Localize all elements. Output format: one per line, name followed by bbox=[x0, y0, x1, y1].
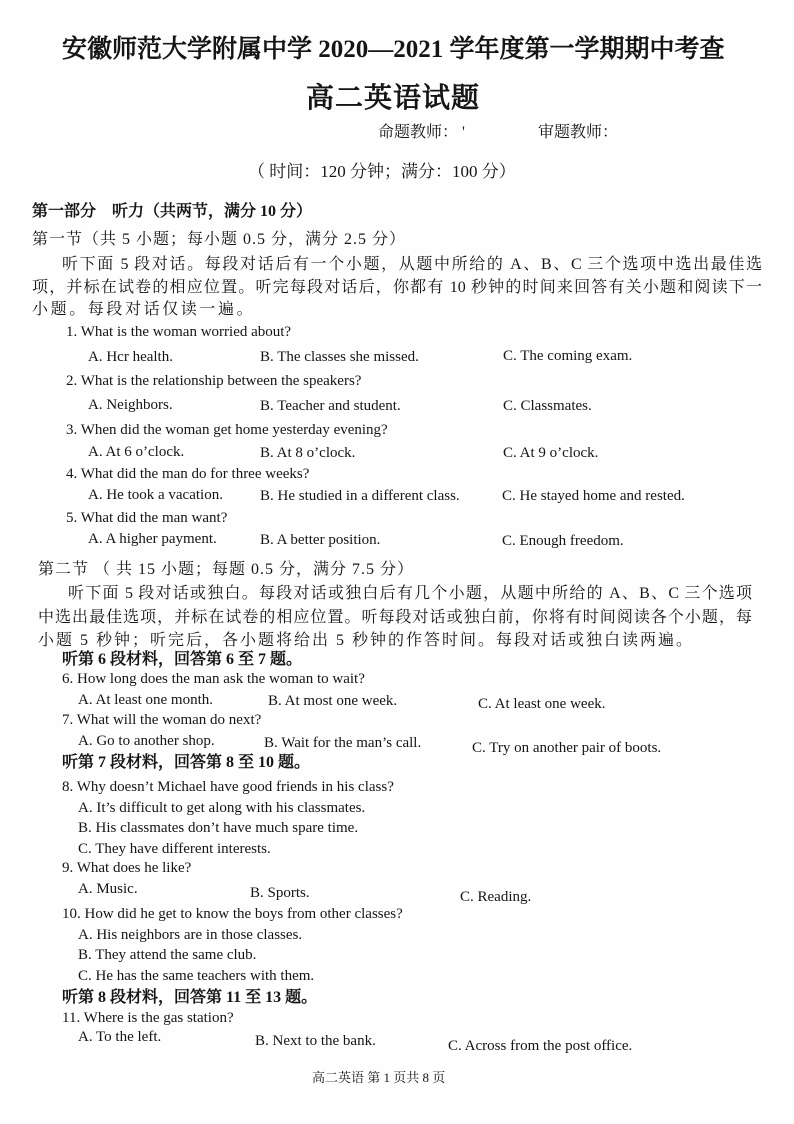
answer-option: A. Music. bbox=[78, 881, 138, 897]
answer-option: A. Hcr health. bbox=[88, 349, 173, 365]
page-footer: 高二英语 第 1 页共 8 页 bbox=[312, 1070, 446, 1085]
time-info: （ 时间：120 分钟；满分：100 分） bbox=[248, 162, 516, 181]
answer-option: C. The coming exam. bbox=[503, 348, 633, 364]
answer-option: B. A better position. bbox=[260, 532, 381, 548]
answer-option: C. Classmates. bbox=[503, 398, 592, 414]
answer-option: A. His neighbors are in those classes. bbox=[78, 927, 303, 943]
answer-option: B. At most one week. bbox=[268, 693, 398, 709]
answer-option: C. He has the same teachers with them. bbox=[78, 968, 315, 984]
answer-option: B. His classmates don’t have much spare time. bbox=[78, 820, 359, 836]
answer-option: C. He stayed home and rested. bbox=[502, 488, 685, 504]
question-stem: 2. What is the relationship between the speakers? bbox=[66, 373, 362, 389]
answer-option: C. At 9 o’clock. bbox=[503, 445, 599, 461]
section1-instructions-line: 项，并标在试卷的相应位置。听完每段对话后，你都有 10 秒钟的时间来回答有关小题和阅读下一 bbox=[32, 279, 762, 296]
answer-option: B. They attend the same club. bbox=[78, 947, 257, 963]
answer-option: A. A higher payment. bbox=[88, 531, 217, 547]
answer-option: C. Try on another pair of boots. bbox=[472, 740, 662, 756]
question-stem: 1. What is the woman worried about? bbox=[66, 324, 292, 340]
answer-option: C. They have different interests. bbox=[78, 841, 271, 857]
question-stem: 11. Where is the gas station? bbox=[62, 1010, 234, 1026]
answer-option: A. At least one month. bbox=[78, 692, 213, 708]
group-label: 听第 7 段材料，回答第 8 至 10 题。 bbox=[62, 754, 311, 771]
answer-option: B. Teacher and student. bbox=[260, 398, 401, 414]
setter-label: 命题教师： ' bbox=[378, 124, 465, 141]
section2-heading: 第二节 （ 共 15 小题；每题 0.5 分，满分 7.5 分） bbox=[38, 561, 415, 578]
answer-option: A. At 6 o’clock. bbox=[88, 444, 185, 460]
question-stem: 4. What did the man do for three weeks? bbox=[66, 466, 310, 482]
question-stem: 5. What did the man want? bbox=[66, 510, 228, 526]
answer-option: B. Sports. bbox=[250, 885, 310, 901]
answer-option: B. At 8 o’clock. bbox=[260, 445, 356, 461]
section2-instructions-line: 中选出最佳选项，并标在试卷的相应位置。听每段对话或独白前，你将有时间阅读各个小题，每 bbox=[38, 609, 752, 626]
exam-title: 安徽师范大学附属中学 2020—2021 学年度第一学期期中考查 bbox=[62, 36, 725, 63]
question-stem: 3. When did the woman get home yesterday evening? bbox=[66, 422, 388, 438]
answer-option: A. To the left. bbox=[78, 1029, 162, 1045]
answer-option: C. Enough freedom. bbox=[502, 533, 624, 549]
question-stem: 8. Why doesn’t Michael have good friends in his class? bbox=[62, 779, 394, 795]
section1-heading: 第一节（共 5 小题；每小题 0.5 分，满分 2.5 分） bbox=[32, 231, 407, 248]
answer-option: A. It’s difficult to get along with his classmates. bbox=[78, 800, 366, 816]
section2-instructions-line: 小题 5 秒钟；听完后，各小题将给出 5 秒钟的作答时间。每段对话或独白读两遍。 bbox=[38, 632, 695, 649]
answer-option: C. At least one week. bbox=[478, 696, 606, 712]
answer-option: A. Go to another shop. bbox=[78, 733, 215, 749]
section2-instructions-line: 听下面 5 段对话或独白。每段对话或独白后有几个小题，从题中所给的 A、B、C 三个选项 bbox=[68, 585, 752, 602]
answer-option: B. Wait for the man’s call. bbox=[264, 735, 422, 751]
group-label: 听第 8 段材料，回答第 11 至 13 题。 bbox=[62, 989, 318, 1006]
question-stem: 10. How did he get to know the boys from other classes? bbox=[62, 906, 403, 922]
section1-instructions-line: 听下面 5 段对话。每段对话后有一个小题，从题中所给的 A、B、C 三个选项中选出最佳选 bbox=[62, 256, 762, 273]
reviewer-label: 审题教师： bbox=[538, 124, 619, 141]
part1-heading: 第一部分 听力（共两节，满分 10 分） bbox=[32, 203, 313, 220]
answer-option: A. Neighbors. bbox=[88, 397, 173, 413]
answer-option: C. Reading. bbox=[460, 889, 532, 905]
exam-subtitle: 高二英语试题 bbox=[306, 83, 481, 114]
question-stem: 9. What does he like? bbox=[62, 860, 192, 876]
answer-option: A. He took a vacation. bbox=[88, 487, 223, 503]
section1-instructions-line: 小题。每段对话仅读一遍。 bbox=[32, 301, 256, 318]
question-stem: 6. How long does the man ask the woman to wait? bbox=[62, 671, 365, 687]
answer-option: B. Next to the bank. bbox=[255, 1033, 376, 1049]
answer-option: B. The classes she missed. bbox=[260, 349, 419, 365]
question-stem: 7. What will the woman do next? bbox=[62, 712, 262, 728]
answer-option: B. He studied in a different class. bbox=[260, 488, 460, 504]
group-label: 听第 6 段材料，回答第 6 至 7 题。 bbox=[62, 651, 303, 668]
answer-option: C. Across from the post office. bbox=[448, 1038, 633, 1054]
